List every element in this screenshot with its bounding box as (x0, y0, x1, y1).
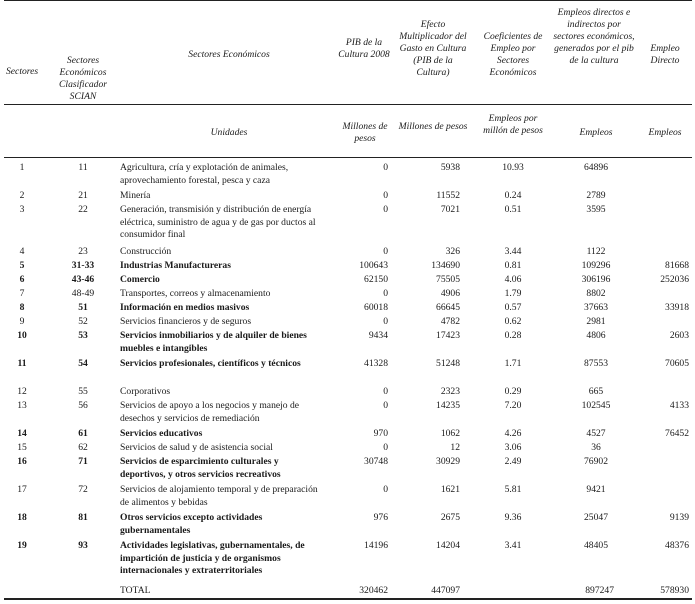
row-efecto: 4782 (440, 316, 460, 327)
row-empleos: 1122 (586, 246, 606, 257)
row-scian: 48-49 (71, 288, 95, 299)
row-sector: Generación, transmisión y distribución de energía eléctrica, suministro de agua y de gas por ductos al consumidor final (120, 204, 316, 241)
row-coef: 0.29 (504, 386, 522, 397)
row-number: 7 (19, 288, 25, 299)
row-empleos: 306196 (581, 274, 611, 285)
units-efecto: Millones de pesos (398, 121, 468, 132)
row-scian: 51 (78, 302, 88, 313)
row-directo: 4133 (669, 400, 689, 411)
row-coef: 1.71 (504, 358, 522, 369)
row-sector: Servicios inmobiliarios y de alquiler de bienes muebles e intangibles (120, 330, 307, 354)
row-efecto: 7021 (440, 204, 460, 215)
row-empleos: 4527 (586, 428, 606, 439)
header-sectores: Sectores (6, 66, 39, 77)
top-rule (4, 0, 692, 1)
row-empleos: 109296 (581, 260, 611, 271)
row-pib: 41328 (364, 358, 388, 369)
header-efecto: Efecto Multiplicador del Gasto en Cultura (PIB de la Cultura) (399, 19, 467, 78)
row-sector: Información en medios masivos (120, 302, 250, 313)
row-pib: 0 (383, 386, 388, 397)
row-sector: Servicios de alojamiento temporal y de preparación de alimentos y bebidas (120, 484, 318, 508)
row-empleos: 37663 (584, 302, 608, 313)
row-efecto: 12 (450, 442, 460, 453)
row-empleos: 8802 (586, 288, 606, 299)
row-pib: 62150 (364, 274, 388, 285)
row-empleos: 2789 (586, 190, 606, 201)
bottom-rule (4, 598, 692, 600)
row-sector: Transportes, correos y almacenamiento (120, 288, 271, 299)
row-directo: 70605 (665, 358, 689, 369)
row-sector: Industrias Manufactureras (120, 260, 231, 271)
row-number: 10 (17, 330, 27, 341)
row-coef: 0.62 (504, 316, 522, 327)
row-pib: 976 (373, 512, 388, 523)
row-scian: 81 (78, 512, 88, 523)
row-empleos: 36 (591, 442, 601, 453)
row-empleos: 665 (588, 386, 604, 397)
row-scian: 11 (78, 162, 88, 173)
row-number: 13 (17, 400, 27, 411)
row-sector: Servicios financieros y de seguros (120, 316, 252, 327)
row-sector: Servicios de esparcimiento culturales y deportivos, y otros servicios recreativos (120, 456, 281, 480)
units-empleos: Empleos (579, 127, 613, 138)
row-efecto: 1062 (440, 428, 460, 439)
row-number: 4 (19, 246, 25, 257)
row-pib: 100643 (359, 260, 388, 271)
row-scian: 31-33 (71, 260, 95, 271)
row-coef: 0.51 (504, 204, 522, 215)
row-coef: 1.79 (504, 288, 522, 299)
row-empleos: 4806 (586, 330, 606, 341)
row-empleos: 2981 (586, 316, 606, 327)
row-pib: 14196 (364, 540, 388, 551)
row-coef: 2.49 (504, 456, 522, 467)
row-coef: 4.06 (504, 274, 522, 285)
row-scian: 56 (78, 400, 88, 411)
row-directo: 2603 (669, 330, 689, 341)
row-coef: 5.81 (504, 484, 522, 495)
units-empleo-directo: Empleos (648, 127, 682, 138)
row-empleos: 64896 (584, 162, 608, 173)
total-label: TOTAL (120, 585, 151, 596)
row-number: 6 (19, 274, 25, 285)
row-directo: 9139 (669, 512, 689, 523)
row-pib: 60018 (364, 302, 388, 313)
header-scian: Sectores Económicos Clasificador SCIAN (59, 55, 107, 102)
row-number: 2 (19, 190, 25, 201)
row-coef: 10.93 (502, 162, 524, 173)
units-coef: Empleos por millón de pesos (483, 113, 543, 136)
units-label: Unidades (210, 127, 248, 138)
row-scian: 22 (78, 204, 88, 215)
header-sectores-economicos: Sectores Económicos (188, 49, 270, 60)
row-sector: Servicios educativos (120, 428, 203, 439)
row-empleos: 25047 (584, 512, 608, 523)
row-efecto: 17423 (436, 330, 460, 341)
total-pib: 320462 (359, 585, 388, 596)
row-efecto: 75505 (436, 274, 460, 285)
row-empleos: 3595 (586, 204, 606, 215)
row-sector: Comercio (120, 274, 160, 285)
row-number: 16 (17, 456, 27, 467)
row-sector: Construcción (120, 246, 172, 257)
row-sector: Servicios de salud y de asistencia social (120, 442, 273, 453)
row-scian: 72 (78, 484, 88, 495)
row-pib: 0 (383, 190, 388, 201)
header-coef: Coeficientes de Empleo por Sectores Económicos (483, 31, 543, 78)
row-efecto: 14235 (436, 400, 460, 411)
row-sector: Minería (120, 190, 151, 201)
row-coef: 3.41 (504, 540, 522, 551)
row-number: 9 (19, 316, 25, 327)
row-coef: 3.06 (504, 442, 522, 453)
row-coef: 7.20 (504, 400, 522, 411)
header-empleo-directo: Empleo Directo (650, 43, 680, 66)
row-efecto: 30929 (436, 456, 460, 467)
row-pib: 0 (383, 442, 388, 453)
row-scian: 23 (78, 246, 88, 257)
row-number: 17 (17, 484, 27, 495)
row-coef: 0.57 (504, 302, 522, 313)
units-pib: Millones de pesos (342, 121, 388, 144)
row-pib: 0 (383, 246, 388, 257)
row-efecto: 5938 (440, 162, 460, 173)
row-pib: 0 (383, 484, 388, 495)
row-scian: 54 (78, 358, 88, 369)
row-sector: Servicios profesionales, científicos y técnicos (120, 358, 301, 369)
row-number: 8 (19, 302, 25, 313)
row-directo: 76452 (665, 428, 689, 439)
row-coef: 0.81 (504, 260, 522, 271)
row-number: 19 (17, 540, 27, 551)
row-pib: 30748 (364, 456, 388, 467)
row-coef: 3.44 (504, 246, 522, 257)
row-efecto: 1621 (440, 484, 460, 495)
row-number: 15 (17, 442, 27, 453)
row-scian: 53 (78, 330, 88, 341)
row-coef: 0.28 (504, 330, 522, 341)
row-scian: 52 (78, 316, 88, 327)
total-efecto: 447097 (431, 585, 460, 596)
row-sector: Otros servicios excepto actividades gubernamentales (120, 512, 263, 536)
row-efecto: 134690 (431, 260, 460, 271)
row-directo: 81668 (665, 260, 689, 271)
row-directo: 33918 (665, 302, 689, 313)
row-number: 5 (19, 260, 25, 271)
row-sector: Actividades legislativas, gubernamentales, de impartición de justicia y de organismos internacionales y extraterritoriales (120, 540, 305, 577)
row-scian: 62 (78, 442, 88, 453)
row-efecto: 51248 (436, 358, 460, 369)
row-directo: 48376 (665, 540, 689, 551)
row-efecto: 326 (445, 246, 460, 257)
row-number: 18 (17, 512, 27, 523)
row-efecto: 2675 (440, 512, 460, 523)
units-rule (4, 157, 692, 158)
row-empleos: 48405 (584, 540, 608, 551)
row-efecto: 14204 (436, 540, 460, 551)
row-empleos: 76902 (584, 456, 608, 467)
row-efecto: 4906 (440, 288, 460, 299)
row-pib: 0 (383, 316, 388, 327)
row-sector: Corporativos (120, 386, 171, 397)
total-empleos: 897247 (585, 585, 614, 596)
row-number: 1 (19, 162, 25, 173)
row-pib: 0 (383, 204, 388, 215)
row-number: 14 (17, 428, 27, 439)
row-coef: 0.24 (504, 190, 522, 201)
row-pib: 970 (373, 428, 388, 439)
row-efecto: 66645 (436, 302, 460, 313)
header-rule (4, 104, 692, 105)
row-efecto: 2323 (440, 386, 460, 397)
header-empleos-dir-ind: Empleos directos e indirectos por sectores económicos, generados por el pib de la cultura (553, 7, 635, 66)
row-pib: 0 (383, 288, 388, 299)
row-empleos: 87553 (584, 358, 608, 369)
row-pib: 0 (383, 162, 388, 173)
row-number: 11 (17, 358, 27, 369)
row-scian: 61 (78, 428, 88, 439)
row-efecto: 11552 (436, 190, 460, 201)
row-scian: 21 (78, 190, 88, 201)
row-pib: 9434 (368, 330, 388, 341)
row-number: 3 (19, 204, 25, 215)
total-directo: 578930 (660, 585, 689, 596)
row-sector: Agricultura, cría y explotación de animales, aprovechamiento forestal, pesca y caza (120, 162, 289, 186)
row-empleos: 9421 (586, 484, 606, 495)
row-directo: 252036 (660, 274, 689, 285)
row-scian: 93 (78, 540, 88, 551)
row-scian: 71 (78, 456, 88, 467)
row-pib: 0 (383, 400, 388, 411)
header-pib: PIB de la Cultura 2008 (338, 37, 390, 60)
row-scian: 43-46 (71, 274, 95, 285)
row-number: 12 (17, 386, 27, 397)
row-sector: Servicios de apoyo a los negocios y manejo de desechos y servicios de remediación (120, 400, 300, 424)
row-coef: 9.36 (504, 512, 522, 523)
row-scian: 55 (78, 386, 88, 397)
row-empleos: 102545 (581, 400, 611, 411)
row-coef: 4.26 (504, 428, 522, 439)
